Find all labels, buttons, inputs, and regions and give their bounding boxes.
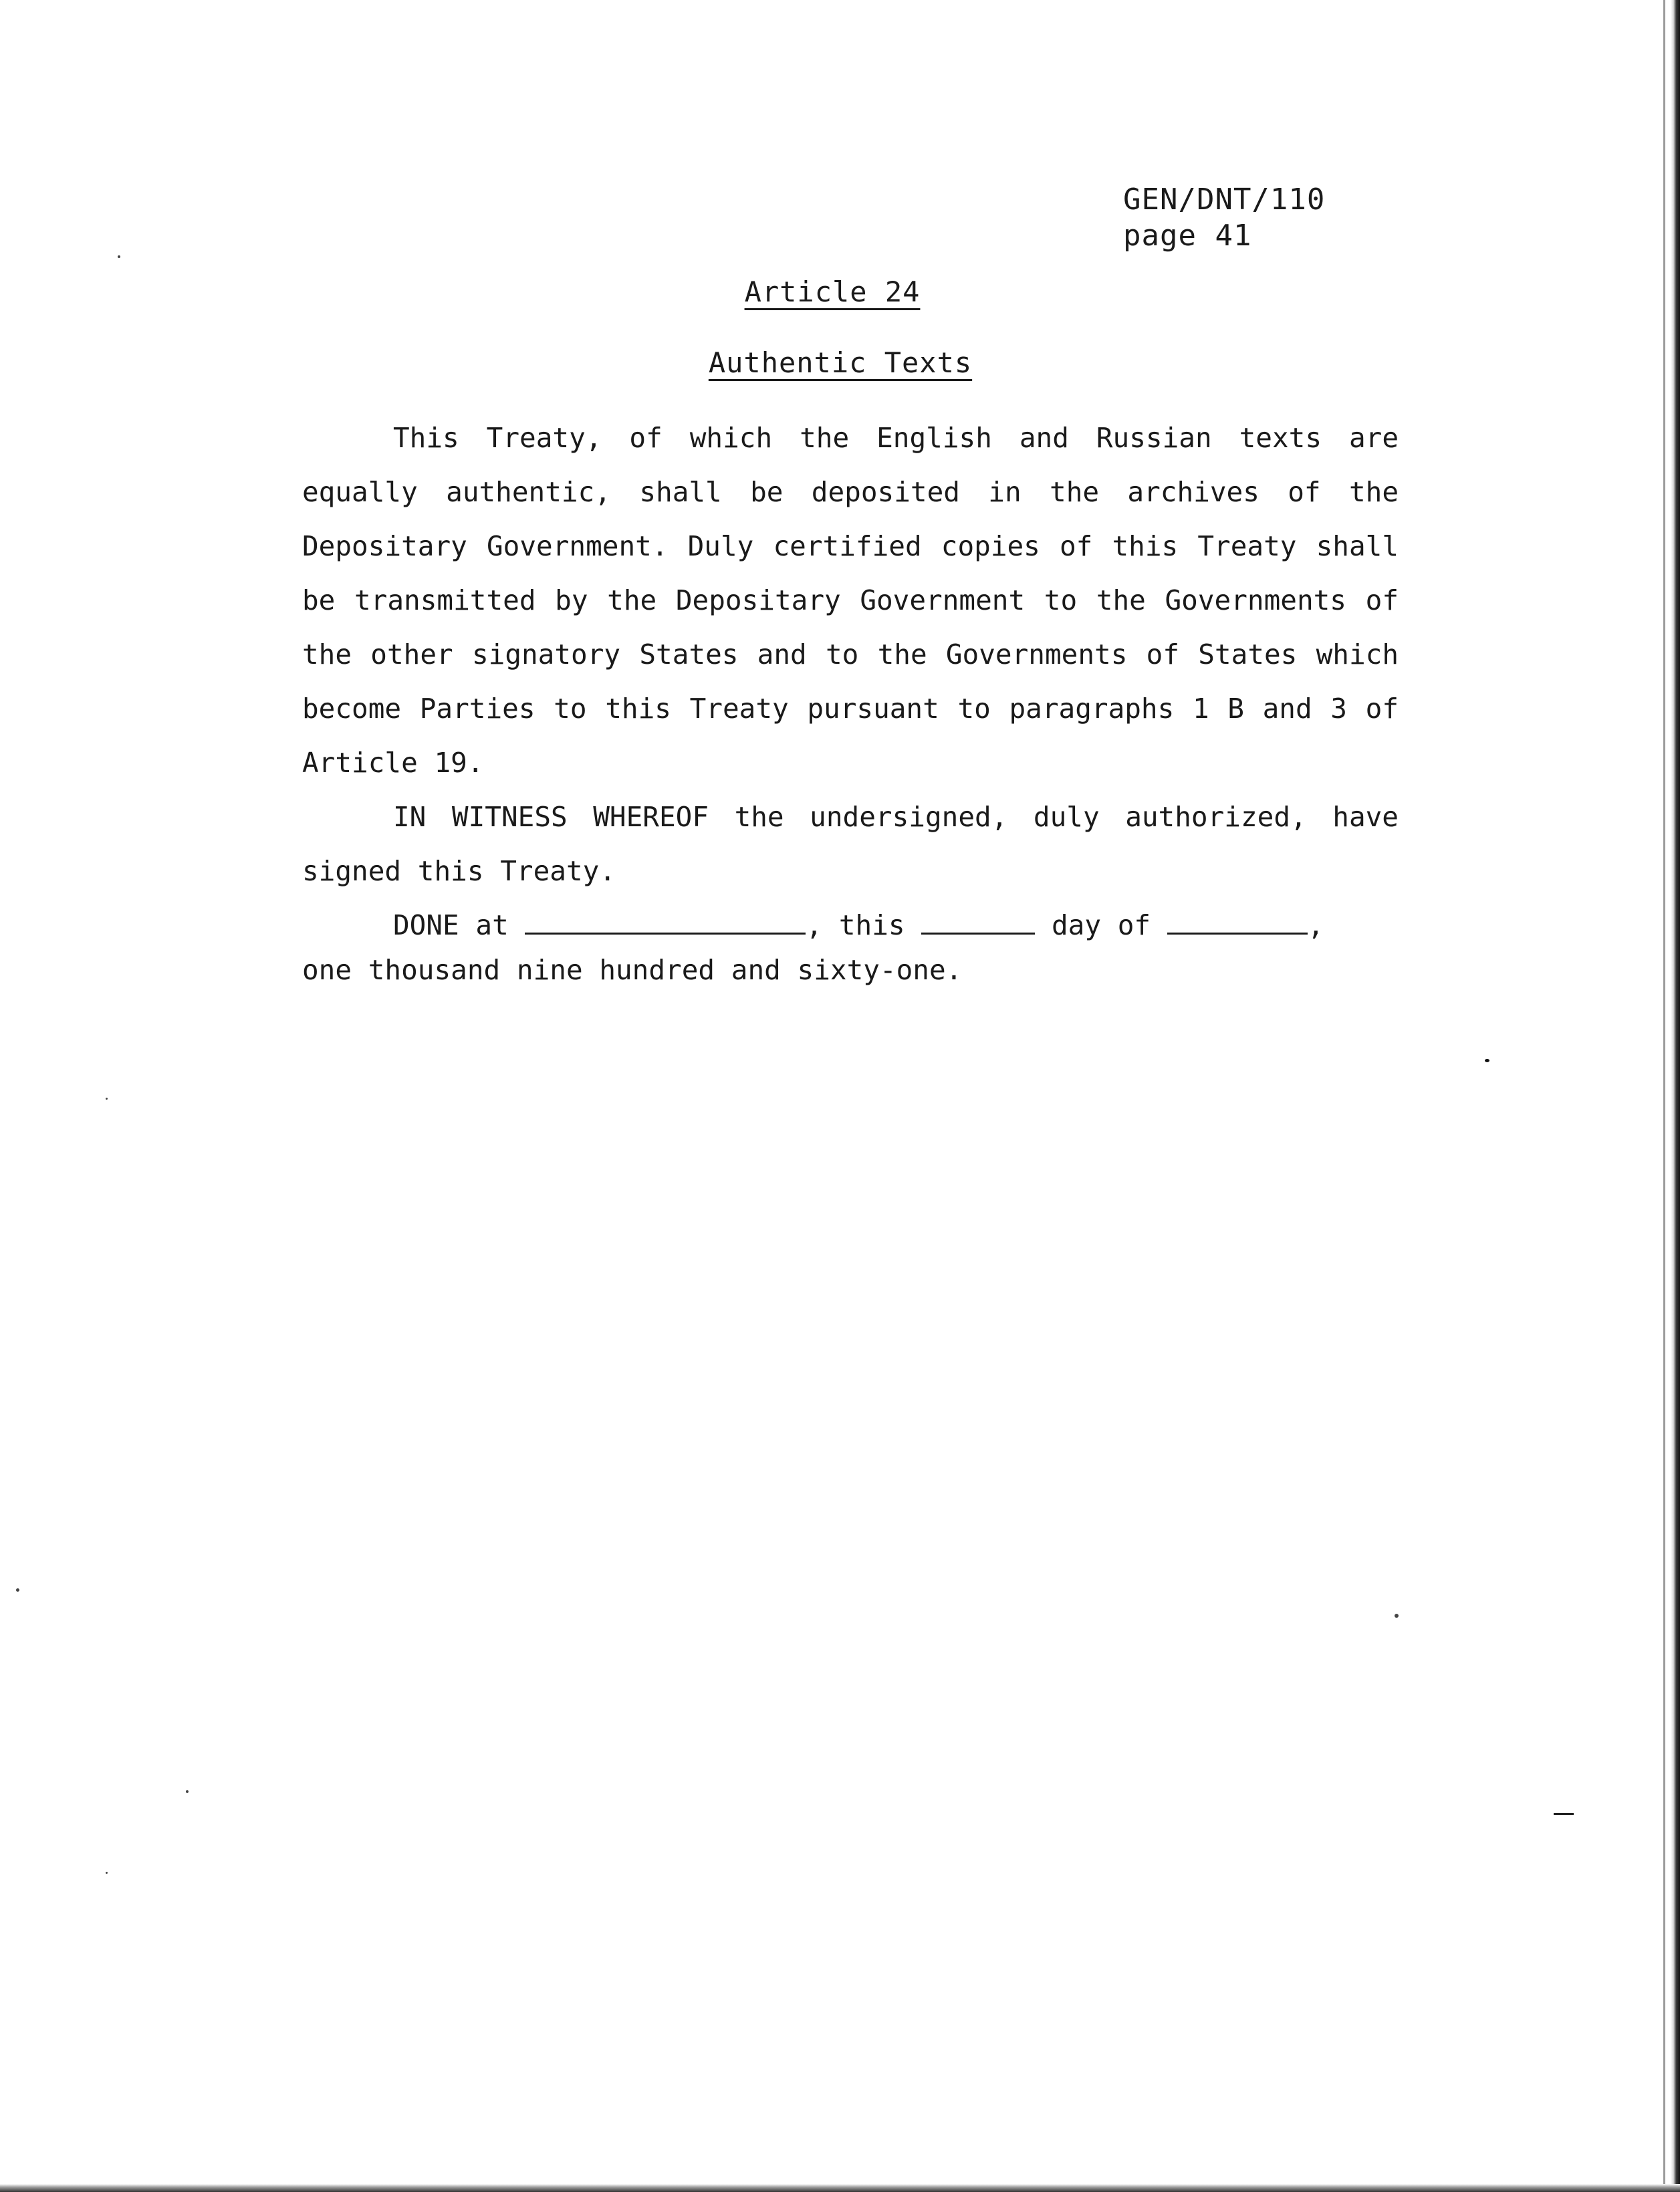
- scan-speck: [1485, 1059, 1489, 1062]
- scan-edge-right: [1671, 0, 1680, 2192]
- scan-speck: [106, 1872, 108, 1874]
- day-blank: [921, 910, 1035, 935]
- article-body: [302, 411, 1399, 997]
- place-blank: [525, 910, 806, 935]
- scan-edge-line: [1663, 0, 1665, 2192]
- scan-speck: [16, 1588, 19, 1592]
- article-heading: [0, 275, 1665, 308]
- article-number: Article 24: [744, 275, 921, 308]
- page-number: page 41: [1123, 219, 1252, 253]
- scan-speck: [1395, 1614, 1399, 1618]
- done-at-label: DONE at: [393, 909, 509, 941]
- scan-mark: [1554, 1813, 1574, 1815]
- day-of-label: day of: [1051, 909, 1151, 941]
- month-blank: [1167, 910, 1308, 935]
- article-title: Authentic Texts: [708, 346, 973, 379]
- paragraph-deposit: This Treaty, of which the English and Russian texts are equally authentic, shall be deposited in the archives of the Depositary Government. Duly certified copies of this Treaty shall be transmitted by the Depositary Government to the Governments of the other signatory States and to the Governments of States which become Parties to this Treaty pursuant to paragraphs 1 B and 3 of Article 19.: [302, 422, 1399, 779]
- scan-speck: [118, 255, 120, 258]
- document-reference: [1123, 182, 1325, 254]
- document-code: GEN/DNT/110: [1123, 182, 1326, 217]
- article-title-heading: [8, 346, 1673, 379]
- comma-label: ,: [1307, 909, 1324, 941]
- scan-speck: [106, 1098, 108, 1100]
- scan-speck: [186, 1790, 189, 1793]
- paragraph-year: one thousand nine hundred and sixty-one.: [302, 954, 963, 986]
- this-label: , this: [806, 909, 905, 941]
- scan-edge-bottom: [0, 2184, 1680, 2192]
- paragraph-witness: IN WITNESS WHEREOF the undersigned, duly authorized, have signed this Treaty.: [302, 801, 1399, 887]
